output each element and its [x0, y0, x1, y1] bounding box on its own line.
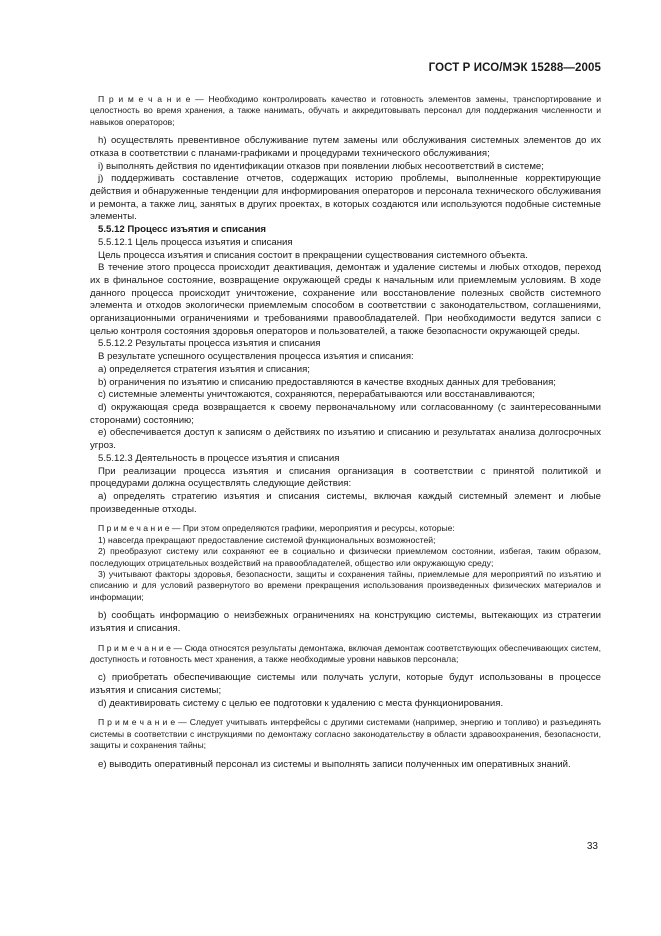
- body-paragraph: [90, 610, 601, 635]
- note-paragraph: [90, 717, 601, 751]
- standard-header: ГОСТ Р ИСО/МЭК 15288—2005: [428, 62, 601, 74]
- note-paragraph: [90, 546, 601, 569]
- body-paragraph: [90, 135, 601, 160]
- body-paragraph: [90, 389, 601, 402]
- page-number: 33: [586, 841, 598, 852]
- paragraph-text: Цель процесса изъятия и списания состоит в прекращении существования системного объекта.: [98, 249, 528, 261]
- body-paragraph: [90, 250, 601, 263]
- body-paragraph: [90, 237, 601, 250]
- paragraph-text: b) сообщать информацию о неизбежных ограничениях на конструкцию системы, вытекающих из стратегии изъятия и списания.: [90, 610, 601, 634]
- body-paragraph: [90, 161, 601, 174]
- body-paragraph: [90, 351, 601, 364]
- page-content: [90, 94, 601, 771]
- body-paragraph: [90, 466, 601, 491]
- note-label: П р и м е ч а н и е: [98, 94, 191, 104]
- body-paragraph: [90, 427, 601, 452]
- paragraph-text: a) определять стратегию изъятия и списания системы, включая каждый системный элемент и любые произведенные отходы.: [90, 490, 601, 515]
- paragraph-text: — При этом определяются графики, мероприятия и ресурсы, которые:: [169, 523, 455, 534]
- body-paragraph: [90, 173, 601, 224]
- paragraph-text: j) поддерживать составление отчетов, содержащих историю проблемы, выполненные корректирующие действия и обнаруженные тенденции для информирования операторов и персонала технического обслуживания и ремонта, а также лиц, занятых в других проектах, в которых создаются или используются подобные системные элементы.: [90, 173, 601, 223]
- paragraph-text: В результате успешного осуществления процесса изъятия и списания:: [98, 351, 414, 363]
- paragraph-text: — Необходимо контролировать качество и готовность элементов замены, транспортирование и целостность во время хранения, а также нанимать, обучать и аккредитовывать персонал для поддержания численности и навыков операторов;: [90, 94, 601, 127]
- paragraph-text: — Сюда относятся результаты демонтажа, включая демонтаж соответствующих обеспечивающих систем, доступность и готовность мест хранения, а также необходимые уровни навыков персонала;: [90, 642, 601, 664]
- paragraph-text: 5.5.12.1 Цель процесса изъятия и списания: [98, 236, 293, 248]
- paragraph-text: i) выполнять действия по идентификации отказов при появлении любых несоответствий в системе;: [98, 160, 544, 172]
- paragraph-text: 3) учитывают факторы здоровья, безопасности, защиты и сохранения тайны, приемлемые для мероприятий по изъятию и списанию и для условий развернутого во времени прекращения использования произведенных физических материалов и информации;: [90, 568, 601, 602]
- body-paragraph: [90, 338, 601, 351]
- paragraph-text: При реализации процесса изъятия и списания организация в соответствии с принятой политикой и процедурами должна осуществлять следующие действия:: [90, 465, 601, 490]
- body-paragraph: [90, 672, 601, 697]
- body-paragraph: [90, 377, 601, 390]
- paragraph-text: 5.5.12.3 Деятельность в процессе изъятия и списания: [98, 452, 340, 464]
- paragraph-text: h) осуществлять превентивное обслуживание путем замены или обслуживания системных элементов до их отказа в соответствии с планами-графиками и процедурами технического обслуживания;: [90, 135, 601, 159]
- paragraph-text: 5.5.12 Процесс изъятия и списания: [98, 224, 266, 236]
- body-paragraph: [90, 262, 601, 338]
- paragraph-text: 5.5.12.2 Результаты процесса изъятия и списания: [98, 338, 321, 350]
- paragraph-text: e) обеспечивается доступ к записям о действиях по изъятию и списанию и результатах анализа долгосрочных угроз.: [90, 427, 601, 452]
- body-paragraph: [90, 364, 601, 377]
- note-label: П р и м е ч а н и е: [98, 523, 170, 534]
- note-label: П р и м е ч а н и е: [98, 642, 171, 653]
- note-paragraph: [90, 535, 601, 546]
- paragraph-text: d) окружающая среда возвращается к своему первоначальному или согласованному (с заинтересованными сторонами) состоянию;: [90, 401, 601, 426]
- note-label: П р и м е ч а н и е: [98, 717, 176, 728]
- body-paragraph: [90, 402, 601, 427]
- paragraph-text: c) системные элементы уничтожаются, сохраняются, перерабатываются или восстанавливаются;: [98, 389, 535, 401]
- paragraph-text: — Следует учитывать интерфейсы с другими системами (например, энергию и топливо) и разъединять системы в соответствии с инструкциями по демонтажу согласно законодательству в области здравоохранения, безопасности, защиты и сохранения тайны;: [90, 717, 601, 751]
- body-paragraph: [90, 698, 601, 711]
- note-paragraph: [90, 569, 601, 603]
- paragraph-text: d) деактивировать систему с целью ее подготовки к удалению с места функционирования.: [98, 697, 504, 709]
- body-paragraph: [90, 453, 601, 466]
- note-paragraph: [90, 523, 601, 534]
- note-paragraph: [90, 643, 601, 666]
- paragraph-text: 1) навсегда прекращают предоставление системой функциональных возможностей;: [98, 534, 436, 545]
- note-paragraph: [90, 94, 601, 128]
- paragraph-text: c) приобретать обеспечивающие системы или получать услуги, которые будут использованы в процессе изъятия и списания системы;: [90, 672, 601, 697]
- paragraph-text: 2) преобразуют систему или сохраняют ее в социально и физически приемлемом состоянии, избегая, таким образом, последующих отрицательных воздействий на правообладателей, общество или окружающую среду;: [90, 546, 601, 568]
- paragraph-text: b) ограничения по изъятию и списанию предоставляются в качестве входных данных для требования;: [98, 376, 556, 388]
- section-heading: [90, 224, 601, 237]
- paragraph-text: e) выводить оперативный персонал из системы и выполнять записи полученных им оперативных знаний.: [98, 758, 571, 770]
- paragraph-text: В течение этого процесса происходит деактивация, демонтаж и удаление системы и любых отходов, переход их в финальное состояние, возвращение окружающей среды к начальным или приемлемым условиям. В ходе данного процесса происходит уничтожение, сохранение или восстановление полезных свойств системного элемента и отходов экологически приемлемым способом в соответствии с законодательством, соглашениями, организационными ограничениями и требованиями правообладателей. При необходимости ведутся записи с целью контроля состояния здоровья операторов и пользователей, а также безопасности окружающей среды.: [90, 262, 601, 337]
- body-paragraph: [90, 491, 601, 516]
- body-paragraph: [90, 759, 601, 772]
- paragraph-text: a) определяется стратегия изъятия и списания;: [98, 363, 310, 375]
